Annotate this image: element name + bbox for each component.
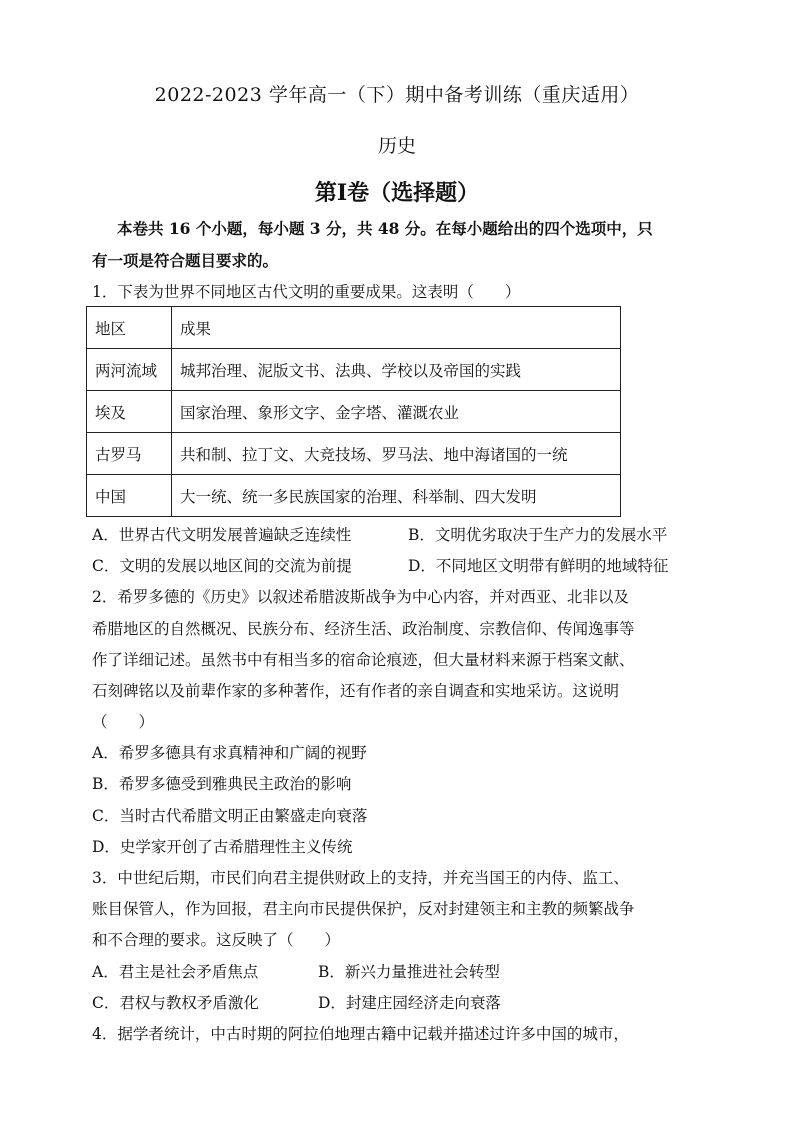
q2-stem-line: 作了详细记述。虽然书中有相当多的宿命论痕迹，但大量材料来源于档案文献、 [92, 651, 635, 669]
table-header-achievement: 成果 [172, 307, 621, 349]
table-header-row [87, 307, 621, 349]
table-row [87, 475, 621, 517]
q3-option-c: C．君权与教权矛盾激化 [92, 994, 259, 1012]
q2-stem-line: 希腊地区的自然概况、民族分布、经济生活、政治制度、宗教信仰、传闻逸事等 [92, 620, 635, 638]
q1-option-b: B．文明优劣取决于生产力的发展水平 [408, 526, 668, 544]
q3-option-d: D．封建庄园经济走向衰落 [318, 994, 501, 1012]
q2-stem-line: （ ） [92, 713, 155, 731]
q2-option-a: A．希罗多德具有求真精神和广阔的视野 [92, 744, 367, 762]
table-cell-region: 埃及 [87, 391, 172, 433]
q2-stem-line: 2．希罗多德的《历史》以叙述希腊波斯战争为中心内容，并对西亚、北非以及 [92, 588, 629, 606]
table-cell-achievement: 国家治理、象形文字、金字塔、灌溉农业 [172, 391, 621, 433]
table-row [87, 349, 621, 391]
q1-stem: 1．下表为世界不同地区古代文明的重要成果。这表明（ ） [92, 283, 521, 301]
q2-option-d: D．史学家开创了古希腊理性主义传统 [92, 838, 353, 856]
q4-stem-line: 4．据学者统计，中古时期的阿拉伯地理古籍中记载并描述过许多中国的城市， [92, 1025, 629, 1043]
q1-option-a: A．世界古代文明发展普遍缺乏连续性 [92, 526, 352, 544]
q3-stem-line: 3．中世纪后期，市民们向君主提供财政上的支持，并充当国王的内侍、监工、 [92, 869, 629, 887]
q1-option-d: D．不同地区文明带有鲜明的地域特征 [408, 557, 669, 575]
q2-stem-line: 石刻碑铭以及前辈作家的多种著作，还有作者的亲自调查和实地采访。这说明 [92, 682, 620, 700]
exam-title: 2022-2023 学年高一（下）期中备考训练（重庆适用） [154, 84, 640, 106]
table-cell-achievement: 城邦治理、泥版文书、法典、学校以及帝国的实践 [172, 349, 621, 391]
instructions-line-2: 有一项是符合题目要求的。 [92, 251, 279, 270]
table-cell-region: 古罗马 [87, 433, 172, 475]
table-cell-region: 中国 [87, 475, 172, 517]
q1-table [86, 306, 621, 517]
q3-option-b: B．新兴力量推进社会转型 [318, 963, 500, 981]
table-cell-achievement: 共和制、拉丁文、大竞技场、罗马法、地中海诸国的一统 [172, 433, 621, 475]
table-cell-achievement: 大一统、统一多民族国家的治理、科举制、四大发明 [172, 475, 621, 517]
subject-title: 历史 [377, 135, 416, 157]
table-row [87, 433, 621, 475]
table-cell-region: 两河流域 [87, 349, 172, 391]
q3-stem-line: 和不合理的要求。这反映了（ ） [92, 931, 341, 949]
q2-option-b: B．希罗多德受到雅典民主政治的影响 [92, 775, 352, 793]
q3-stem-line: 账目保管人，作为回报，君主向市民提供保护，反对封建领主和主教的频繁战争 [92, 900, 635, 918]
q1-option-c: C．文明的发展以地区间的交流为前提 [92, 557, 352, 575]
section-title: 第Ⅰ卷（选择题） [314, 180, 480, 206]
q3-option-a: A．君主是社会矛盾焦点 [92, 963, 259, 981]
table-header-region: 地区 [87, 307, 172, 349]
q2-option-c: C．当时古代希腊文明正由繁盛走向衰落 [92, 807, 368, 825]
instructions-line-1: 本卷共 16 个小题，每小题 3 分，共 48 分。在每小题给出的四个选项中，只 [117, 219, 653, 238]
table-row [87, 391, 621, 433]
